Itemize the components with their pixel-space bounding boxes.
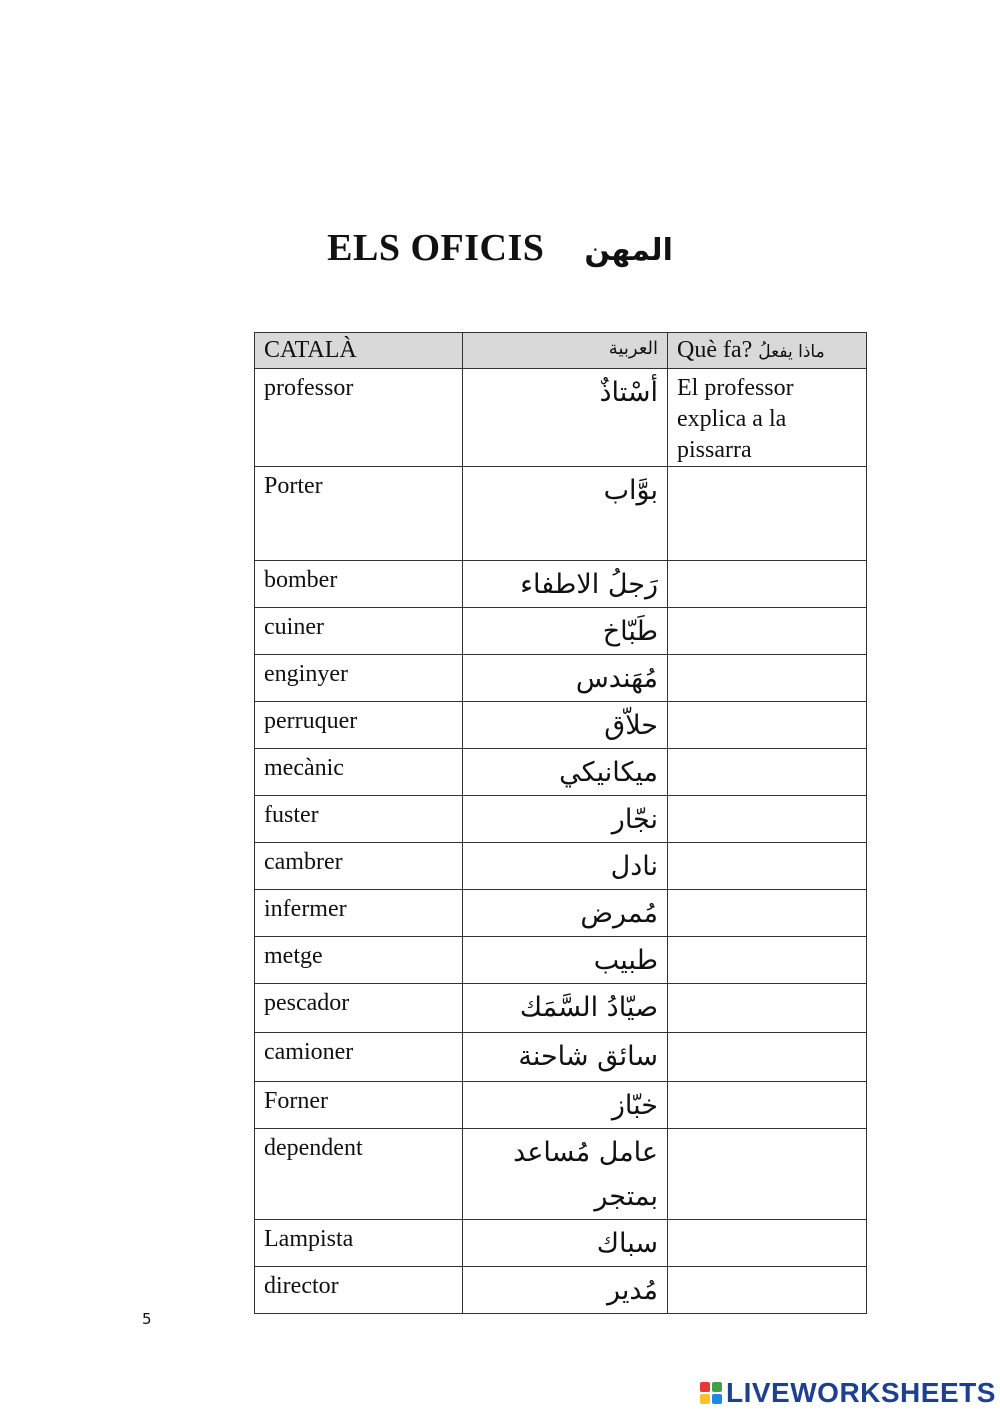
table-header-row <box>255 333 867 369</box>
cell-arabic: طبيب <box>463 937 668 984</box>
cell-que-fa <box>668 937 867 984</box>
cell-arabic: رَجلُ الاطفاء <box>463 561 668 608</box>
cell-arabic: عامل مُساعد بمتجر <box>463 1129 668 1220</box>
title-catalan: ELS OFICIS <box>327 227 545 269</box>
cell-que-fa <box>668 608 867 655</box>
cell-catala: perruquer <box>255 702 463 749</box>
table-row <box>255 1267 867 1314</box>
table-row <box>255 937 867 984</box>
cell-arabic: طَبّاخ <box>463 608 668 655</box>
logo-mark-icon <box>700 1382 722 1404</box>
cell-catala: enginyer <box>255 655 463 702</box>
cell-arabic: صيّادُ السَّمَك <box>463 984 668 1033</box>
table-row <box>255 843 867 890</box>
table-row <box>255 796 867 843</box>
table-row <box>255 467 867 561</box>
cell-catala: Porter <box>255 467 463 561</box>
table-row <box>255 561 867 608</box>
cell-catala: cambrer <box>255 843 463 890</box>
cell-catala: Forner <box>255 1082 463 1129</box>
cell-catala: cuiner <box>255 608 463 655</box>
cell-que-fa <box>668 702 867 749</box>
table-row <box>255 369 867 467</box>
liveworksheets-logo <box>700 1377 996 1409</box>
cell-catala: camioner <box>255 1033 463 1082</box>
header-arabic: العربية <box>463 333 668 369</box>
cell-arabic: نجّار <box>463 796 668 843</box>
cell-que-fa <box>668 1033 867 1082</box>
logo-square-red <box>700 1382 710 1392</box>
page-title <box>0 226 1000 270</box>
header-que-fa <box>668 333 867 369</box>
page-number: 5 <box>142 1310 152 1328</box>
logo-square-yellow <box>700 1394 710 1404</box>
cell-catala: infermer <box>255 890 463 937</box>
cell-catala: mecànic <box>255 749 463 796</box>
cell-arabic: ميكانيكي <box>463 749 668 796</box>
cell-catala: dependent <box>255 1129 463 1220</box>
cell-arabic: سباك <box>463 1220 668 1267</box>
cell-catala: professor <box>255 369 463 467</box>
cell-que-fa <box>668 796 867 843</box>
table-row <box>255 984 867 1033</box>
table-row <box>255 702 867 749</box>
cell-arabic: مُدير <box>463 1267 668 1314</box>
header-que-fa-arabic: ماذا يفعلُ <box>758 342 825 362</box>
cell-arabic: سائق شاحنة <box>463 1033 668 1082</box>
table-row <box>255 890 867 937</box>
vocabulary-table <box>254 332 867 1314</box>
cell-arabic: أسْتاذٌ <box>463 369 668 467</box>
cell-que-fa <box>668 1082 867 1129</box>
cell-que-fa <box>668 890 867 937</box>
table-row <box>255 655 867 702</box>
title-arabic: المهن <box>584 233 673 268</box>
cell-catala: fuster <box>255 796 463 843</box>
table-row <box>255 749 867 796</box>
logo-text: LIVEWORKSHEETS <box>726 1377 996 1408</box>
table-row <box>255 1129 867 1220</box>
cell-arabic: نادل <box>463 843 668 890</box>
cell-arabic: مُهَندس <box>463 655 668 702</box>
logo-square-blue <box>712 1394 722 1404</box>
header-catala: CATALÀ <box>255 333 463 369</box>
table-row <box>255 1082 867 1129</box>
cell-que-fa <box>668 1220 867 1267</box>
cell-arabic: بوَّاب <box>463 467 668 561</box>
cell-que-fa <box>668 1267 867 1314</box>
cell-que-fa <box>668 467 867 561</box>
cell-catala: pescador <box>255 984 463 1033</box>
cell-que-fa <box>668 749 867 796</box>
cell-que-fa <box>668 1129 867 1220</box>
cell-que-fa <box>668 984 867 1033</box>
cell-catala: director <box>255 1267 463 1314</box>
cell-catala: Lampista <box>255 1220 463 1267</box>
cell-catala: bomber <box>255 561 463 608</box>
table-row <box>255 1220 867 1267</box>
table-row <box>255 608 867 655</box>
header-que-fa-catalan: Què fa? <box>677 337 753 363</box>
logo-square-green <box>712 1382 722 1392</box>
cell-que-fa <box>668 843 867 890</box>
cell-que-fa: El professor explica a la pissarra <box>668 369 867 467</box>
cell-arabic: خبّاز <box>463 1082 668 1129</box>
cell-arabic: حلاّق <box>463 702 668 749</box>
cell-arabic: مُمرض <box>463 890 668 937</box>
cell-catala: metge <box>255 937 463 984</box>
table-row <box>255 1033 867 1082</box>
cell-que-fa <box>668 655 867 702</box>
cell-que-fa <box>668 561 867 608</box>
